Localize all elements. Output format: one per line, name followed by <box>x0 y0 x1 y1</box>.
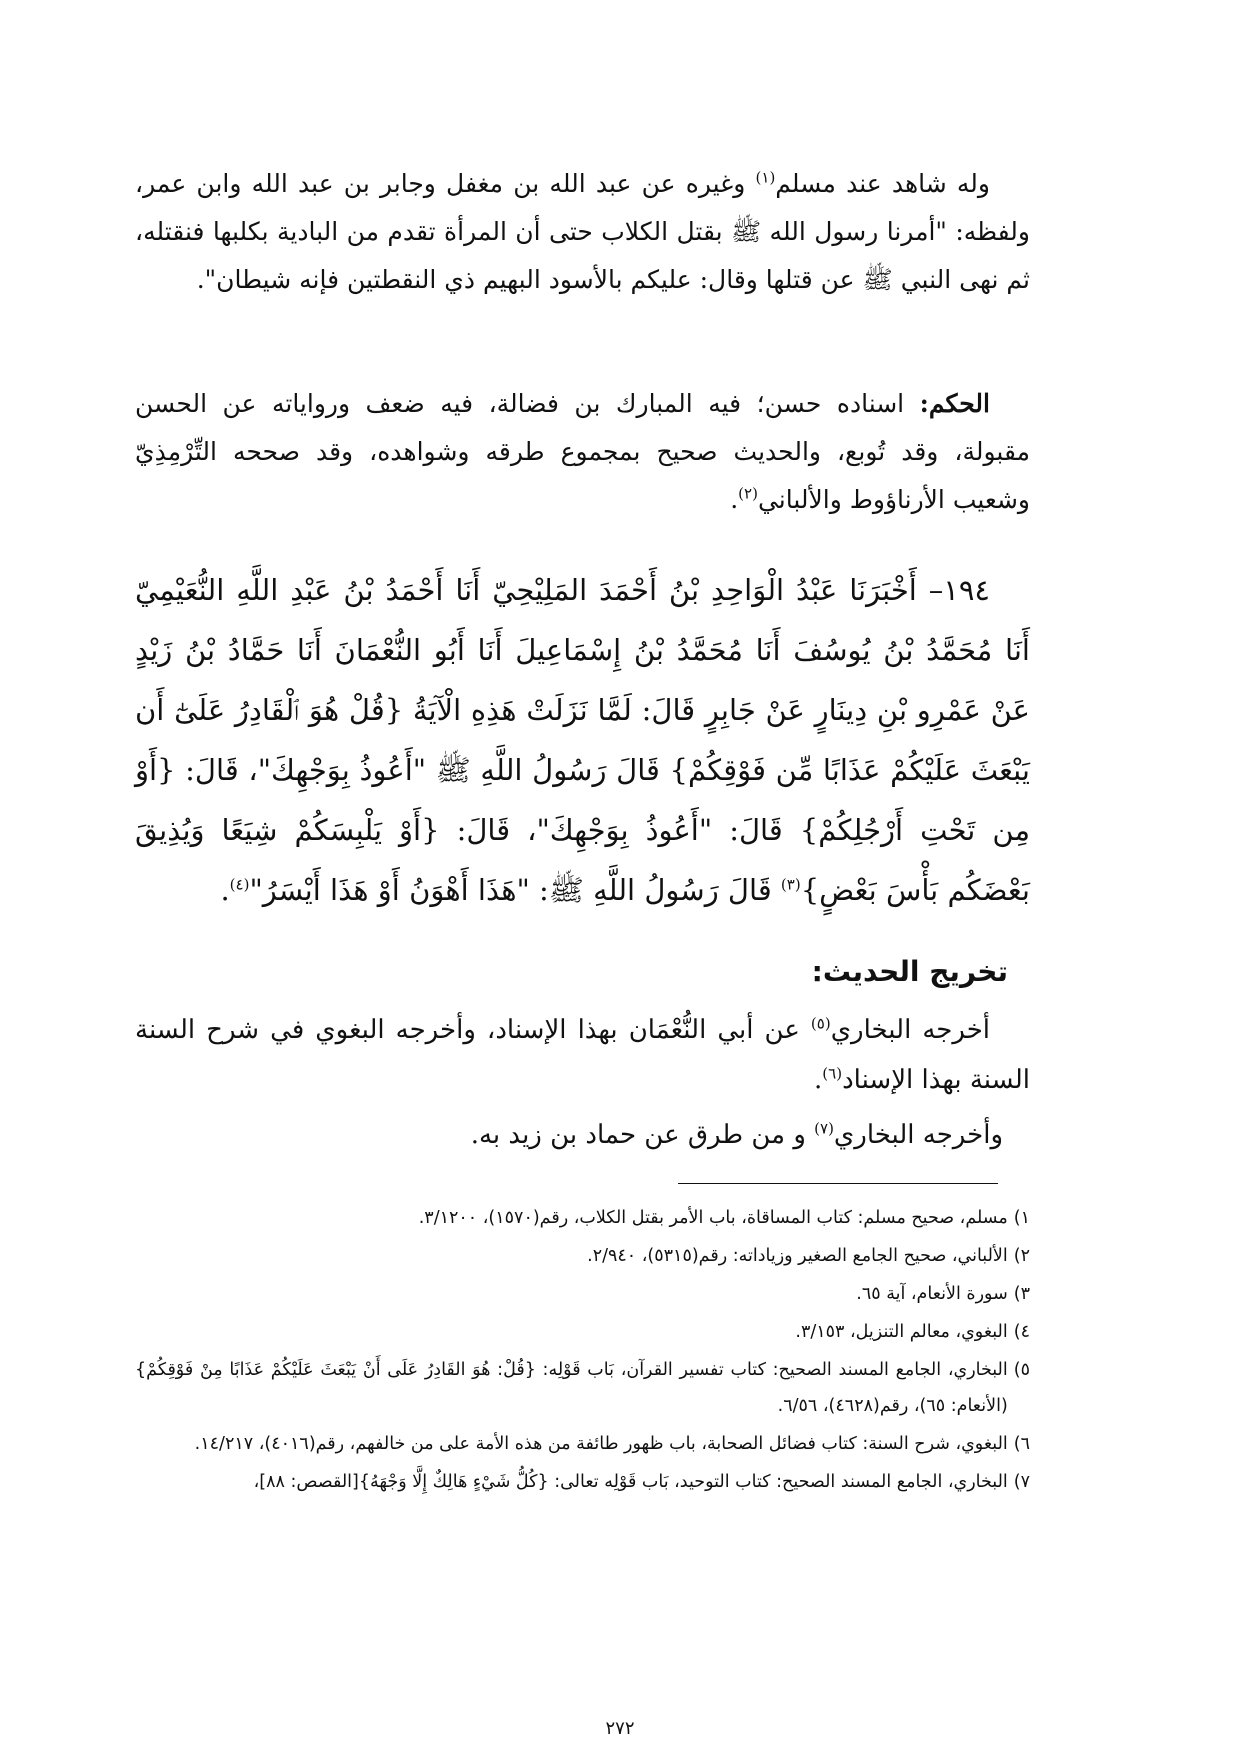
takhrij-p1-part2: عن أبي النُّعْمَان بهذا الإسناد، وأخرجه البغوي في شرح السنة السنة بهذا الإسناد <box>135 1015 1030 1095</box>
footnote-text: مسلم، صحيح مسلم: كتاب المساقاة، باب الأمر بقتل الكلاب، رقم(١٥٧٠)، ٣/١٢٠٠. <box>418 1208 1008 1228</box>
footnote-ref-5[interactable]: (٥) <box>810 1014 831 1033</box>
footnote-ref-6[interactable]: (٦) <box>822 1064 843 1083</box>
footnote-item <box>135 1314 1030 1350</box>
footnote-text: البخاري، الجامع المسند الصحيح: كتاب التوحيد، بَاب قَوْلِه تعالى: {كُلُّ شَيْءٍ هَالِكٌ إِلَّا وَجْهَهُ}[القصص: ٨٨]، <box>253 1472 1008 1492</box>
takhrij-p2-part2: و من طرق عن حماد بن زيد به. <box>470 1120 815 1150</box>
ruling-text: اسناده حسن؛ فيه المبارك بن فضالة، فيه ضعف ورواياته عن الحسن مقبولة، وقد تُوبع، والحديث صحيح بمجموع طرقه وشواهده، وقد صححه التِّرْمِذِيّ وشعيب الأرناؤوط والألباني <box>135 389 1030 514</box>
footnote-number: ٣) <box>1013 1284 1030 1304</box>
footnote-ref-1[interactable]: (١) <box>755 168 776 187</box>
takhrij-paragraph <box>135 1005 1030 1115</box>
footnote-text: سورة الأنعام، آية ٦٥. <box>856 1284 1008 1304</box>
intro-part2: وغيره عن عبد الله بن مغفل وجابر بن عبد الله وابن عمر، ولفظه: "أمرنا رسول الله ﷺ بقتل الكلاب حتى أن المرأة تقدم من البادية بكلبها فنقتله، ثم نهى النبي ﷺ عن قتلها وقال: عليكم بالأسود البهيم ذي النقطتين فإنه شيطان". <box>135 169 1030 294</box>
takhrij-p1-end: . <box>814 1065 823 1095</box>
footnote-item <box>135 1200 1030 1236</box>
footnote-ref-7[interactable]: (٧) <box>814 1119 834 1138</box>
footnote-text: البغوي، شرح السنة: كتاب فضائل الصحابة، باب ظهور طائفة من هذه الأمة على من خالفهم، رقم(٤٠١٦)، ١٤/٢١٧. <box>194 1434 1008 1454</box>
footnote-text: البخاري، الجامع المسند الصحيح: كتاب تفسير القرآن، بَاب قَوْلِه: {قُلْ: هُوَ القَادِرُ عَلَى أَنْ يَبْعَثَ عَلَيْكُمْ عَذَابًا مِنْ فَوْقِكُمْ} (الأنعام: ٦٥)، رقم(٤٦٢٨)، ٦/٥٦. <box>135 1360 1008 1416</box>
footnote-text: الألباني، صحيح الجامع الصغير وزياداته: رقم(٥٣١٥)، ٢/٩٤٠. <box>587 1246 1008 1266</box>
footnote-item <box>135 1238 1030 1274</box>
ruling-paragraph <box>135 380 1030 534</box>
intro-paragraph <box>135 160 1030 314</box>
footnote-number: ٥) <box>1013 1360 1030 1380</box>
footnote-item <box>135 1426 1030 1462</box>
hadith-paragraph <box>135 560 1030 930</box>
hadith-part2: قَالَ رَسُولُ اللَّهِ ﷺ: "هَذَا أَهْوَنُ أَوْ هَذَا أَيْسَرُ" <box>249 873 781 907</box>
footnote-item <box>135 1464 1030 1500</box>
footnote-number: ١) <box>1013 1208 1030 1228</box>
footnote-number: ٤) <box>1013 1322 1030 1342</box>
footnote-ref-4[interactable]: (٤) <box>229 875 250 894</box>
ruling-end: . <box>730 485 739 514</box>
takhrij-heading: تخريج الحديث: <box>811 955 1008 988</box>
intro-part1: وله شاهد عند مسلم <box>775 169 990 198</box>
footnote-number: ٢) <box>1013 1246 1030 1266</box>
hadith-end: . <box>220 873 230 907</box>
takhrij-second-paragraph <box>471 1110 1003 1160</box>
hadith-part1: ١٩٤– أَخْبَرَنَا عَبْدُ الْوَاحِدِ بْنُ أَحْمَدَ المَلِيْحِيّ أَنَا أَحْمَدُ بْنُ عَبْدِ اللَّهِ النُّعَيْمِيّ أَنَا مُحَمَّدُ بْنُ يُوسُفَ أَنَا مُحَمَّدُ بْنُ إِسْمَاعِيلَ أَنَا أَبُو النُّعْمَانَ أَنَا حَمَّادُ بْنُ زَيْدٍ عَنْ عَمْرِو بْنِ دِينَارٍ عَنْ جَابِرٍ قَالَ: لَمَّا نَزَلَتْ هَذِهِ الْآيَةُ {قُلْ هُوَ ٱلْقَادِرُ عَلَىٰٓ أَن يَبْعَثَ عَلَيْكُمْ عَذَابًا مِّن فَوْقِكُمْ} قَالَ رَسُولُ اللَّهِ ﷺ "أَعُوذُ بِوَجْهِكَ"، قَالَ: {أَوْ مِن تَحْتِ أَرْجُلِكُمْ} قَالَ: "أَعُوذُ بِوَجْهِكَ"، قَالَ: {أَوْ يَلْبِسَكُمْ شِيَعًا وَيُذِيقَ بَعْضَكُم بَأْسَ بَعْضٍ} <box>135 573 1030 907</box>
footnote-item <box>135 1276 1030 1312</box>
footnote-ref-2[interactable]: (٢) <box>738 484 758 503</box>
footnote-item <box>135 1352 1030 1424</box>
page-number: ٢٧٢ <box>605 1718 635 1739</box>
takhrij-p1-part1: أخرجه البخاري <box>830 1015 990 1045</box>
footnote-text: البغوي، معالم التنزيل، ٣/١٥٣. <box>795 1322 1008 1342</box>
takhrij-p2-part1: وأخرجه البخاري <box>833 1120 1003 1150</box>
footnote-divider <box>678 1183 998 1184</box>
footnote-number: ٦) <box>1013 1434 1030 1454</box>
footnote-number: ٧) <box>1013 1472 1030 1492</box>
footnote-ref-3[interactable]: (٣) <box>780 875 801 894</box>
ruling-label: الحكم: <box>919 389 990 418</box>
footnotes-section <box>135 1200 1030 1502</box>
